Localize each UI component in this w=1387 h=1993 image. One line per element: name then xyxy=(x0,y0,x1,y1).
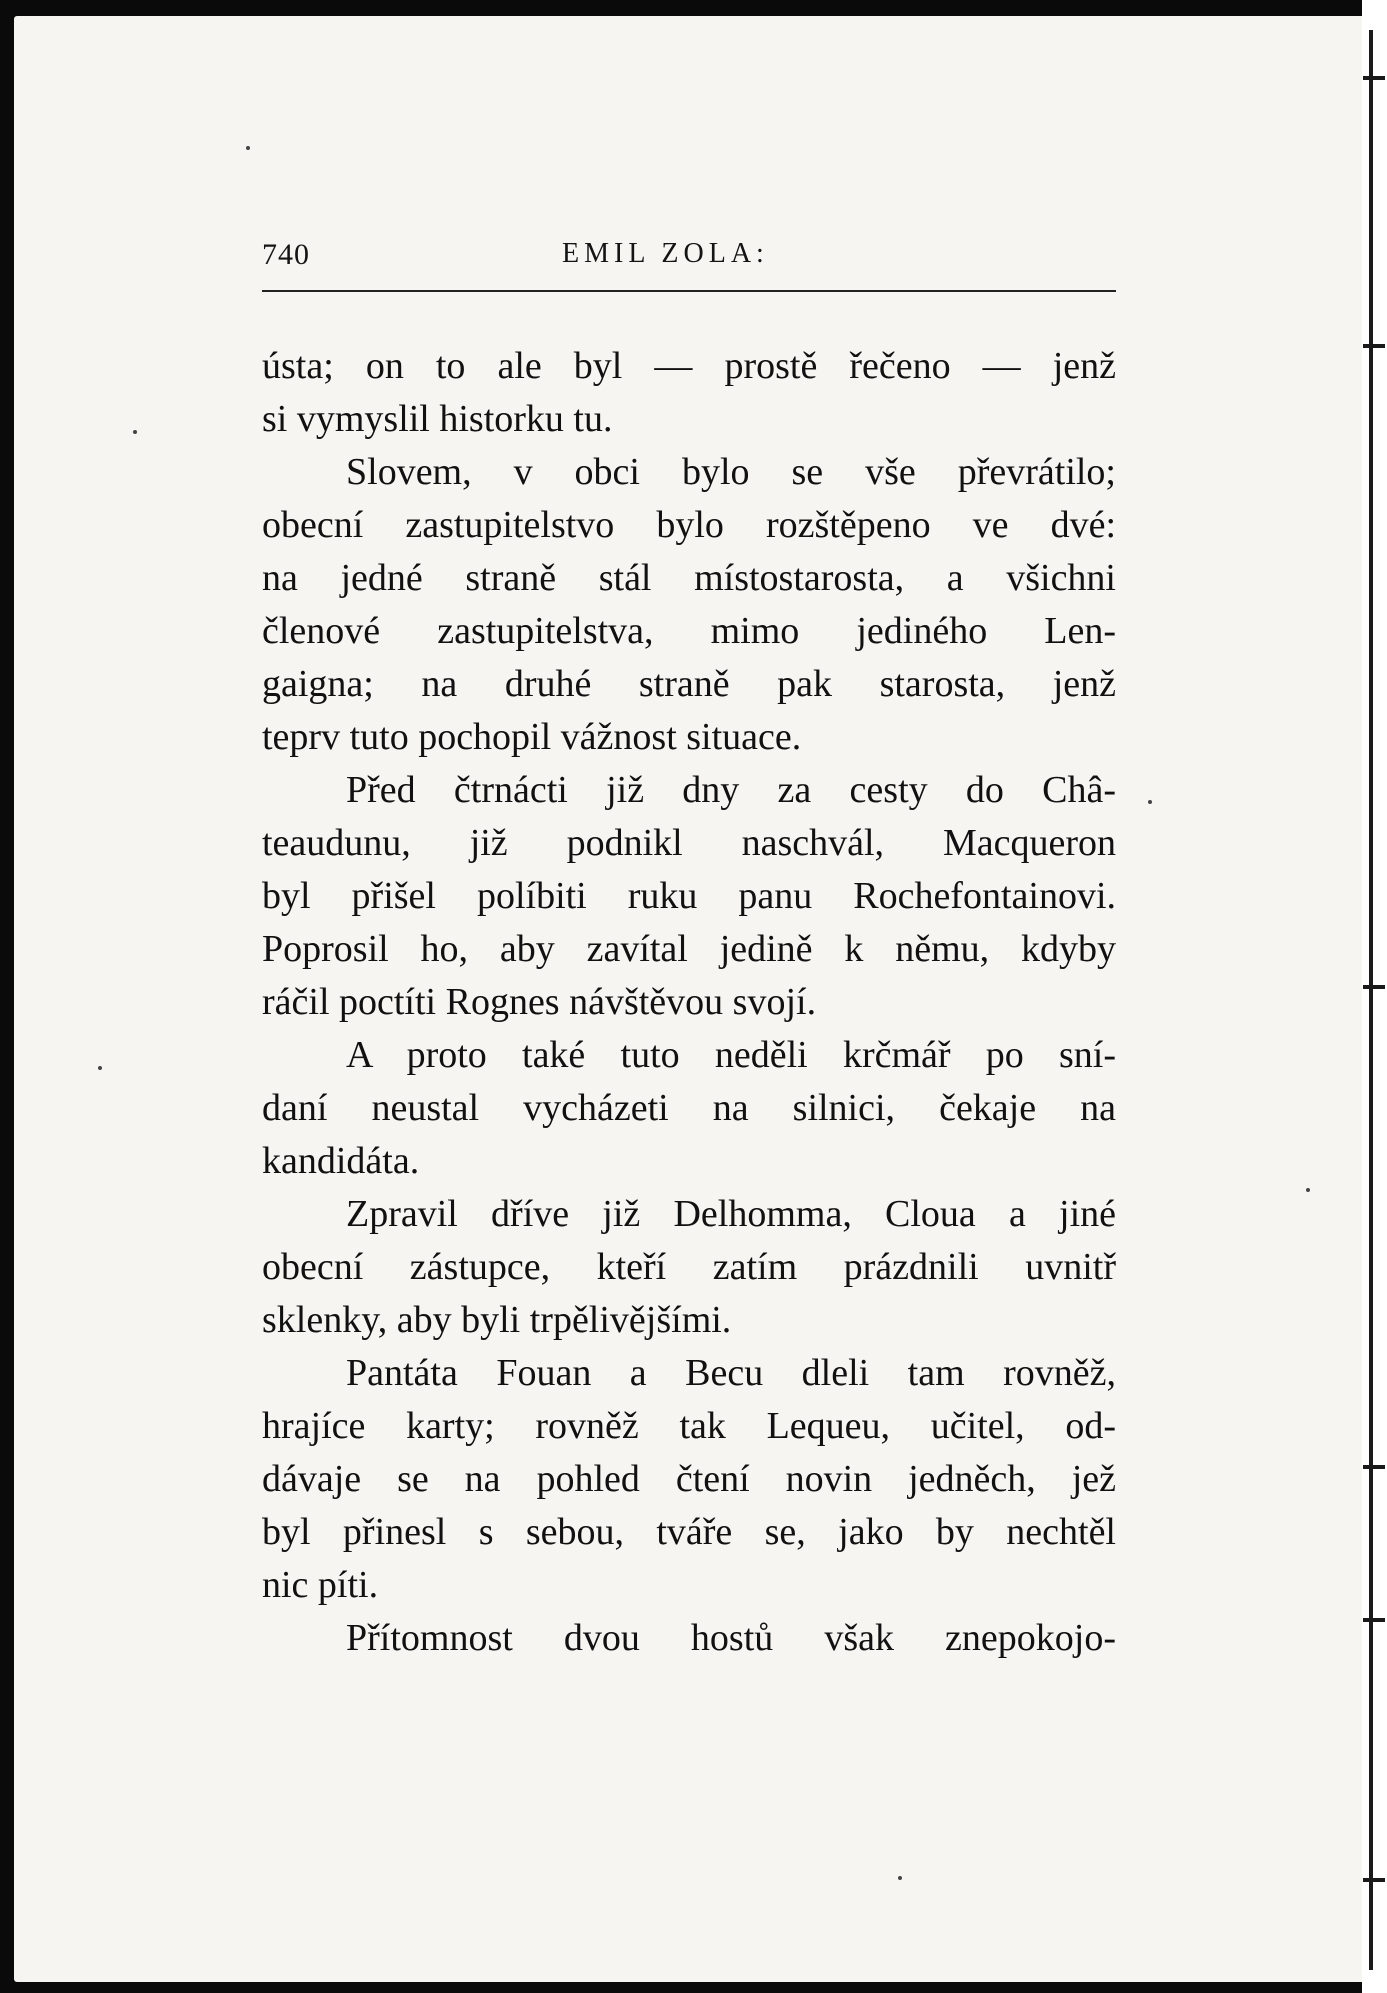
header-rule xyxy=(262,290,1116,292)
paragraph-start: Slovem, v obci bylo se vše převrátilo; xyxy=(346,451,1116,493)
print-speck xyxy=(1306,1188,1310,1192)
text-line: daní neustal vycházeti na silnici, čekaje na xyxy=(262,1087,1116,1129)
edge-tick xyxy=(1363,985,1385,989)
print-speck xyxy=(898,1876,902,1880)
text-line: nic píti. xyxy=(262,1564,379,1606)
page-edge xyxy=(1362,0,1387,1993)
text-line: Poprosil ho, aby zavítal jedině k němu, kdyby xyxy=(262,928,1116,970)
body-text xyxy=(262,340,1116,1665)
text-line: byl přinesl s sebou, tváře se, jako by nechtěl xyxy=(262,1511,1116,1553)
text-line: ráčil poctíti Rognes návštěvou svojí. xyxy=(262,981,817,1023)
text-line: teaudunu, již podnikl naschvál, Macqueron xyxy=(262,822,1116,864)
text-line: členové zastupitelstva, mimo jediného Len- xyxy=(262,610,1116,652)
page-header xyxy=(262,238,1116,282)
edge-rule xyxy=(1369,30,1373,1970)
paragraph-start: Zpravil dříve již Delhomma, Cloua a jiné xyxy=(346,1193,1116,1235)
text-line: na jedné straně stál místostarosta, a všichni xyxy=(262,557,1116,599)
print-speck xyxy=(246,146,250,150)
print-speck xyxy=(1148,800,1152,804)
text-line: dávaje se na pohled čtení novin jedněch, jež xyxy=(262,1458,1116,1500)
text-line: obecní zástupce, kteří zatím prázdnili uvnitř xyxy=(262,1246,1116,1288)
text-line: gaigna; na druhé straně pak starosta, jenž xyxy=(262,663,1116,705)
edge-tick xyxy=(1363,1618,1385,1622)
edge-tick xyxy=(1363,1465,1385,1469)
paragraph-start: A proto také tuto neděli krčmář po sní- xyxy=(346,1034,1116,1076)
text-line: hrajíce karty; rovněž tak Lequeu, učitel, od- xyxy=(262,1405,1116,1447)
text-line: kandidáta. xyxy=(262,1140,420,1182)
text-line: obecní zastupitelstvo bylo rozštěpeno ve dvé: xyxy=(262,504,1116,546)
text-line: si vymyslil historku tu. xyxy=(262,398,613,440)
paragraph-start: Před čtrnácti již dny za cesty do Châ- xyxy=(346,769,1116,811)
print-speck xyxy=(98,1066,102,1070)
text-line: ústa; on to ale byl — prostě řečeno — jenž xyxy=(262,345,1116,387)
print-speck xyxy=(133,430,137,434)
running-head: EMIL ZOLA: xyxy=(562,238,769,269)
text-line: sklenky, aby byli trpělivějšími. xyxy=(262,1299,732,1341)
text-line: teprv tuto pochopil vážnost situace. xyxy=(262,716,802,758)
edge-tick xyxy=(1363,76,1385,80)
paragraph-start: Pantáta Fouan a Becu dleli tam rovněž, xyxy=(346,1352,1116,1394)
text-line: byl přišel políbiti ruku panu Rochefontainovi. xyxy=(262,875,1116,917)
page-number: 740 xyxy=(262,238,310,271)
edge-tick xyxy=(1363,1878,1385,1882)
paragraph-start: Přítomnost dvou hostů však znepokojo- xyxy=(346,1617,1116,1659)
edge-tick xyxy=(1363,344,1385,348)
